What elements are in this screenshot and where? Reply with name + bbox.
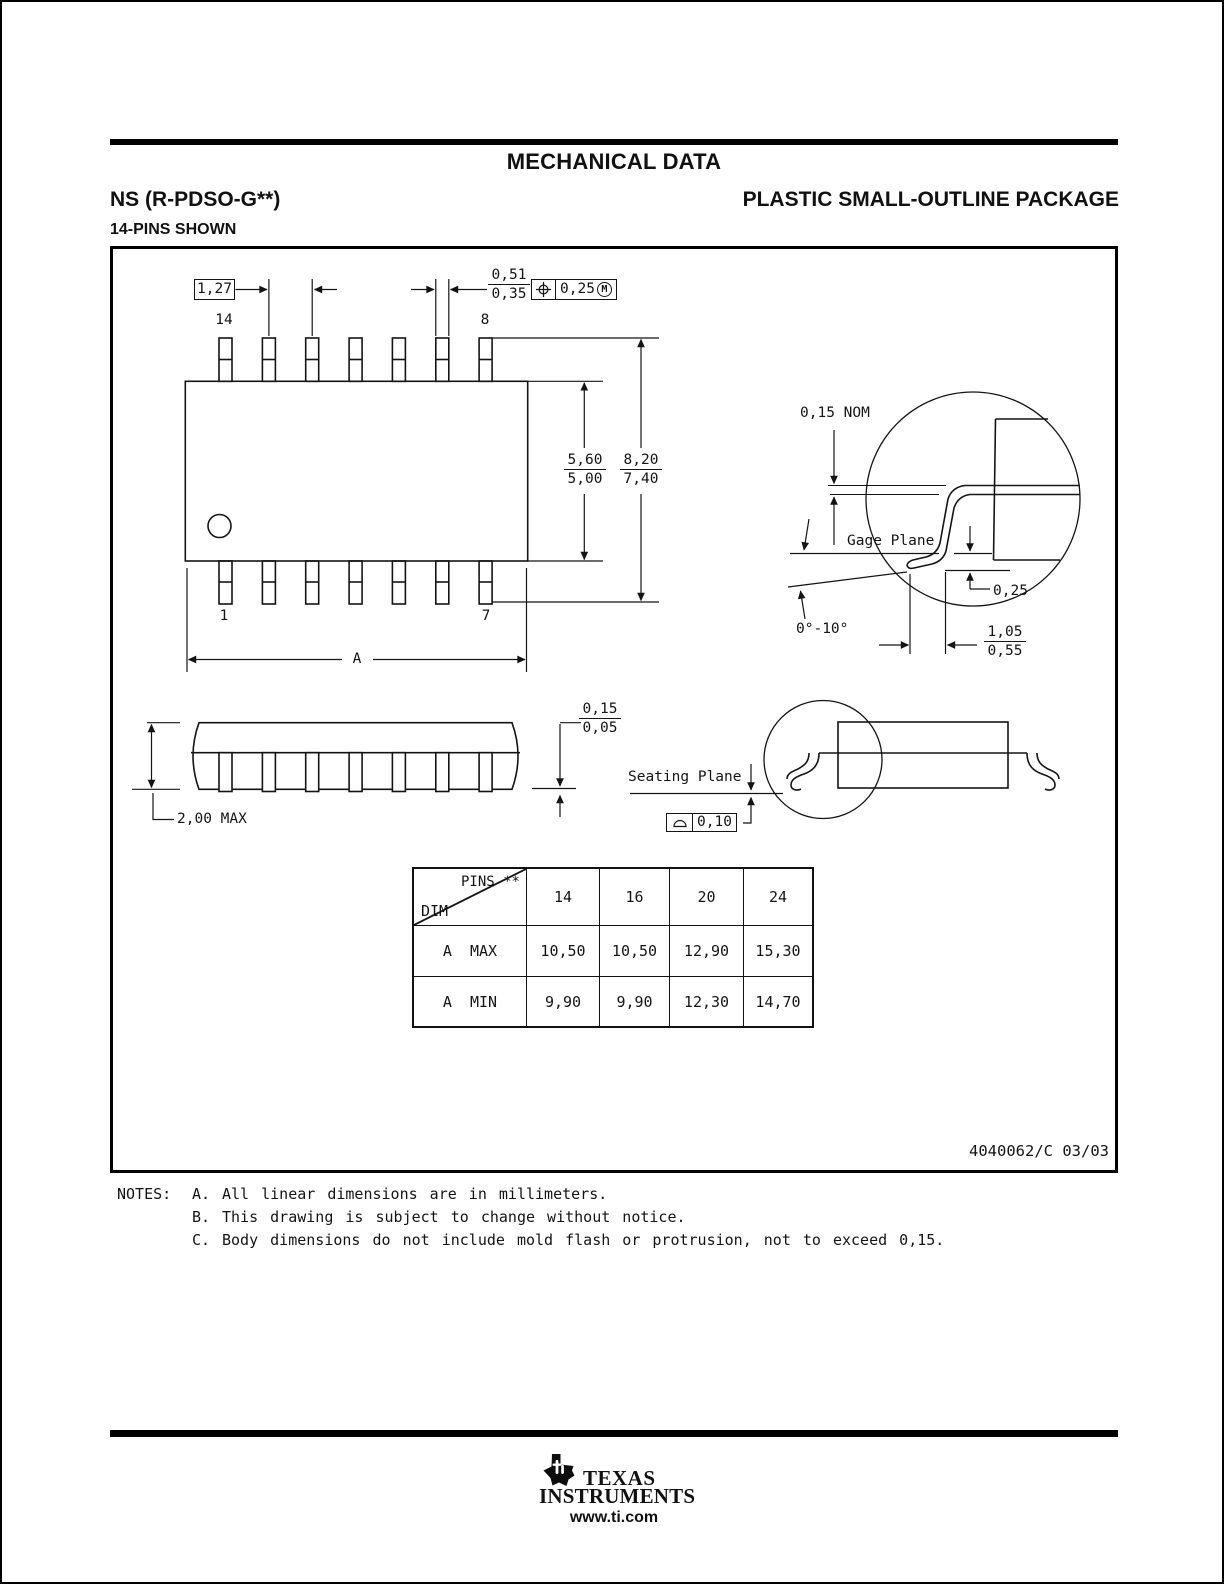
notes-section — [117, 1183, 944, 1252]
table-col-24: 24 — [744, 869, 812, 926]
drawing-number: 4040062/C 03/03 — [969, 1142, 1109, 1160]
flatness-tolerance-frame — [666, 813, 737, 832]
table-cell: 10,50 — [527, 926, 600, 977]
position-symbol-icon — [532, 280, 556, 299]
standoff-dimension: $\frac{0,15}{0,05}$ — [579, 701, 621, 736]
lead-detail-view — [788, 392, 1080, 654]
table-col-16: 16 — [600, 869, 670, 926]
table-cell: 9,90 — [527, 977, 600, 1026]
table-row-label: A MAX — [414, 926, 527, 977]
footer-rule — [110, 1430, 1118, 1437]
pin1-indicator — [208, 515, 231, 538]
pin-label-14: 14 — [215, 312, 233, 328]
flatness-symbol-icon — [667, 814, 693, 831]
seating-plane-label: Seating Plane — [628, 769, 742, 785]
table-cell: 12,30 — [670, 977, 744, 1026]
package-code: NS (R-PDSO-G**) — [110, 188, 281, 211]
lead-width-dimension: $\frac{0,51}{0,35}$ — [488, 267, 530, 302]
table-col-20: 20 — [670, 869, 744, 926]
table-cell: 14,70 — [755, 992, 801, 1011]
gage-plane-label: Gage Plane — [847, 533, 935, 549]
top-pins — [219, 338, 492, 381]
lead-angle-label: 0°-10° — [796, 621, 849, 637]
brand-texas: TEXAS — [583, 1466, 656, 1490]
note-id: C. — [192, 1231, 211, 1249]
overall-width-dimension: $\frac{8,20}{7,40}$ — [620, 452, 662, 487]
table-cell: 9,90 — [600, 977, 670, 1026]
table-header-diagonal-cell — [414, 869, 527, 926]
side-view — [132, 723, 581, 820]
ti-url: www.ti.com — [569, 1509, 659, 1526]
pitch-value: 1,27 — [197, 281, 232, 297]
note-id: A. — [192, 1185, 211, 1203]
package-size-table — [412, 867, 814, 1028]
bottom-pins — [219, 561, 492, 604]
pin-label-1: 1 — [219, 608, 229, 624]
table-header-dim: DIM — [421, 902, 449, 920]
note-text: This drawing is subject to change without notice. — [222, 1208, 686, 1226]
pitch-dimension-box — [194, 279, 235, 300]
foot-length-dimension: $\frac{1,05}{0,55}$ — [984, 624, 1026, 659]
note-text: Body dimensions do not include mold flash or protrusion, not to exceed 0,15. — [222, 1231, 945, 1249]
pins-shown-label: 14-PINS SHOWN — [110, 221, 237, 238]
gage-offset-label: 0,25 — [993, 583, 1028, 599]
table-row-label: A MIN — [414, 977, 527, 1026]
position-tolerance-value: 0,25 — [560, 281, 595, 297]
table-header-pins: PINS ** — [460, 874, 520, 890]
table-cell: 10,50 — [600, 926, 670, 977]
flatness-value: 0,10 — [697, 814, 732, 830]
lead-thickness-label: 0,15 NOM — [800, 405, 870, 421]
end-view — [630, 701, 1059, 824]
position-tolerance-frame — [531, 279, 617, 300]
pin-label-8: 8 — [480, 312, 490, 328]
package-type: PLASTIC SMALL-OUTLINE PACKAGE — [742, 188, 1119, 211]
note-id: B. — [192, 1208, 211, 1226]
pin-label-7: 7 — [481, 608, 491, 624]
package-height-label: 2,00 MAX — [177, 811, 247, 827]
table-cell: 15,30 — [744, 926, 812, 977]
notes-heading: NOTES: — [117, 1185, 172, 1203]
brand-instruments: INSTRUMENTS — [539, 1484, 696, 1508]
top-view — [185, 338, 527, 604]
mechanical-drawing — [2, 2, 1224, 1584]
page-title: MECHANICAL DATA — [506, 149, 722, 174]
table-cell: 12,90 — [670, 926, 744, 977]
table-col-14: 14 — [527, 869, 600, 926]
note-text: All linear dimensions are in millimeters. — [222, 1185, 608, 1203]
mmc-modifier-icon: M — [597, 282, 612, 297]
ti-texas-logo-icon — [543, 1453, 575, 1487]
length-a-label: A — [352, 651, 362, 667]
body-width-dimension: $\frac{5,60}{5,00}$ — [564, 452, 606, 487]
